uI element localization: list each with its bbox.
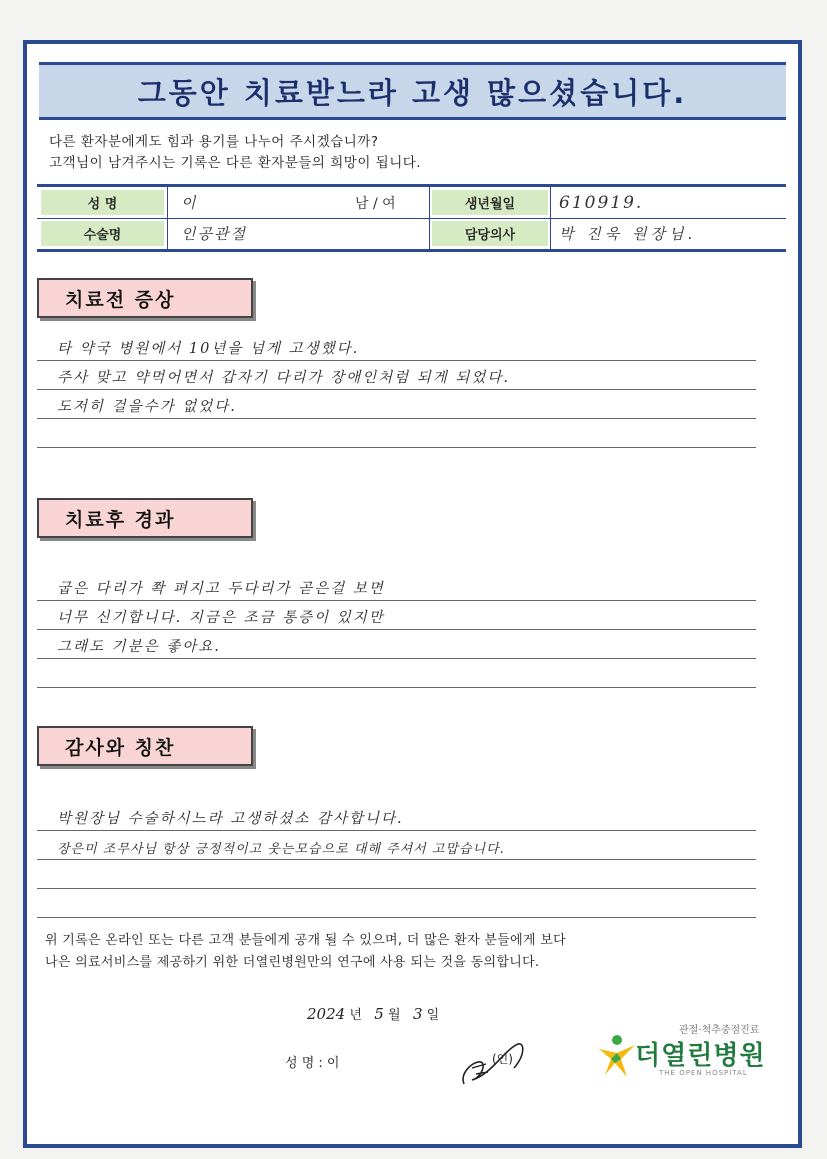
patient-info-table [37, 184, 786, 252]
written-text: 그래도 기분은 좋아요. [57, 639, 221, 655]
hospital-logo-icon [597, 1033, 637, 1079]
writing-line[interactable] [37, 889, 756, 918]
surgery-value[interactable]: 인공관절 [181, 225, 247, 243]
section-lines-before [37, 332, 756, 448]
survey-form [23, 40, 802, 1148]
section-lines-after [37, 572, 756, 688]
writing-line[interactable] [37, 390, 756, 419]
signature-seal[interactable] [442, 1034, 542, 1098]
written-text: 주사 맞고 약먹어면서 갑자기 다리가 장애인처럼 되게 되었다. [57, 370, 511, 386]
birth-value[interactable]: 610919. [559, 192, 644, 213]
form-title: 그동안 치료받느라 고생 많으셨습니다. [137, 75, 688, 110]
written-text: 장은미 조무사님 항상 긍정적이고 웃는모습으로 대해 주셔서 고맙습니다. [57, 842, 505, 857]
info-row-name [37, 187, 786, 219]
logo-tagline: 관절·척추중점진료 [679, 1025, 760, 1036]
gender-field[interactable]: 남 / 여 [355, 195, 396, 212]
birth-label: 생년월일 [432, 190, 548, 215]
written-text: 타 약국 병원에서 10년을 넘게 고생했다. [57, 341, 360, 357]
agreement-text [45, 930, 566, 974]
writing-line[interactable] [37, 659, 756, 688]
writing-line[interactable] [37, 332, 756, 361]
written-text: 너무 신기합니다. 지금은 조금 통증이 있지만 [57, 610, 385, 626]
name-value[interactable]: 이 [181, 194, 196, 212]
writing-line[interactable] [37, 601, 756, 630]
title-bar [39, 62, 786, 120]
intro-line-2: 고객님이 남겨주시는 기록은 다른 환자분들의 희망이 됩니다. [49, 155, 422, 171]
surgery-label: 수술명 [41, 221, 164, 246]
hospital-logo [597, 1019, 787, 1089]
writing-line[interactable] [37, 361, 756, 390]
date-month: 5 [374, 1005, 384, 1023]
agreement-line-2: 나은 의료서비스를 제공하기 위한 더열린병원만의 연구에 사용 되는 것을 동의합니다. [45, 955, 540, 970]
section-heading-thanks: 감사와 칭찬 [37, 726, 253, 766]
writing-line[interactable] [37, 630, 756, 659]
date-month-label: 월 [387, 1008, 401, 1023]
section-heading-before: 치료전 증상 [37, 278, 253, 318]
writing-line[interactable] [37, 572, 756, 601]
date-field[interactable] [307, 1004, 439, 1023]
writing-line[interactable] [37, 860, 756, 889]
doctor-label: 담당의사 [432, 221, 548, 246]
name-label: 성 명 [41, 190, 164, 215]
agreement-line-1: 위 기록은 온라인 또는 다른 고객 분들에게 공개 될 수 있으며, 더 많은 환자 분들에게 보다 [45, 933, 566, 948]
date-year-label: 년 [349, 1008, 362, 1023]
date-day-label: 일 [426, 1008, 440, 1023]
writing-line[interactable] [37, 831, 756, 860]
doctor-value[interactable]: 박 진욱 원장님. [559, 225, 697, 243]
info-row-surgery [37, 218, 786, 249]
section-heading-after: 치료후 경과 [37, 498, 253, 538]
section-lines-thanks [37, 802, 756, 918]
signature-label: 성 명 : 이 [285, 1056, 340, 1071]
logo-name: 더열린병원 [635, 1041, 766, 1071]
logo-sub: THE OPEN HOSPITAL [659, 1069, 748, 1077]
written-text: 굽은 다리가 쫙 펴지고 두다리가 곧은걸 보면 [57, 581, 385, 597]
writing-line[interactable] [37, 419, 756, 448]
written-text: 박원장님 수술하시느라 고생하셨소 감사합니다. [57, 811, 404, 827]
writing-line[interactable] [37, 802, 756, 831]
seal-text: (인) [492, 1052, 513, 1066]
intro-line-1: 다른 환자분에게도 힘과 용기를 나누어 주시겠습니까? [49, 134, 379, 150]
intro-text [49, 132, 421, 174]
written-text: 도저히 걸을수가 없었다. [57, 399, 237, 415]
date-year: 2024 [307, 1005, 346, 1023]
date-day: 3 [412, 1005, 423, 1023]
